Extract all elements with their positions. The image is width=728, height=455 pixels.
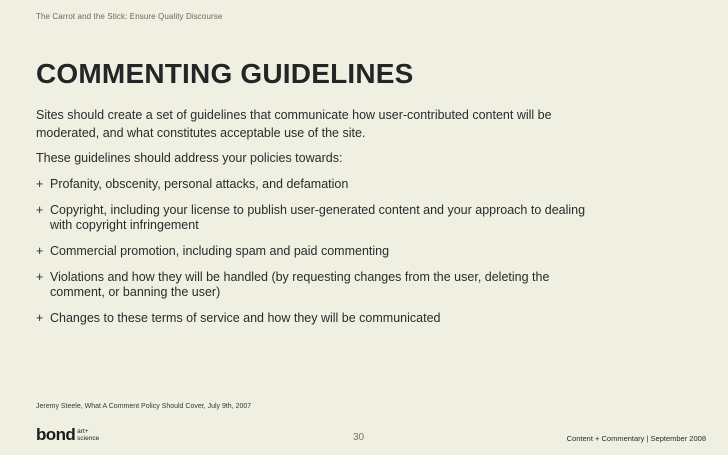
bond-logo — [36, 426, 99, 444]
citation: Jeremy Steele, What A Comment Policy Should Cover, July 9th, 2007 — [36, 403, 252, 410]
logo-wordmark: bond — [36, 425, 76, 444]
bullet-marker: + — [36, 270, 44, 284]
bullet-marker: + — [36, 177, 44, 191]
lead-paragraph: These guidelines should address your policies towards: — [36, 151, 343, 165]
bullet-marker: + — [36, 203, 44, 217]
intro-paragraph: Sites should create a set of guidelines that communicate how user-contributed content will be moderated, and what constitutes acceptable use of the site. — [36, 108, 552, 140]
list-item-text: Profanity, obscenity, personal attacks, and defamation — [50, 177, 349, 191]
list-item — [36, 203, 596, 233]
logo-tagline — [77, 428, 99, 442]
list-item — [36, 311, 596, 326]
logo-tagline-line1: art+ — [77, 428, 89, 435]
bullet-marker: + — [36, 244, 44, 258]
list-item-text: Changes to these terms of service and how they will be communicated — [50, 311, 441, 325]
list-item-text: Copyright, including your license to publish user-generated content and your approach to dealing with copyright infringement — [50, 203, 586, 232]
logo-tagline-line2: science — [77, 435, 100, 442]
page-number: 30 — [353, 432, 365, 443]
footer-info: Content + Commentary | September 2008 — [566, 434, 706, 443]
guidelines-list — [36, 177, 596, 326]
list-item — [36, 270, 596, 300]
list-item — [36, 177, 596, 192]
bullet-marker: + — [36, 311, 44, 325]
list-item — [36, 244, 596, 259]
list-item-text: Commercial promotion, including spam and paid commenting — [50, 244, 390, 258]
slide-title: COMMENTING GUIDELINES — [36, 58, 414, 89]
slide-header: The Carrot and the Stick: Ensure Quality Discourse — [36, 12, 223, 21]
list-item-text: Violations and how they will be handled (by requesting changes from the user, deleting the comment, or banning the user) — [50, 270, 550, 299]
